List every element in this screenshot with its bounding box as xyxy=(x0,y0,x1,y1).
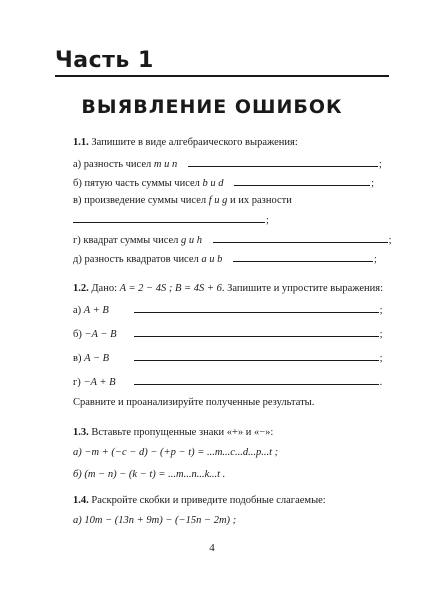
task-1-3-b xyxy=(73,468,225,482)
answer-blank[interactable] xyxy=(134,350,379,361)
task-1-1-b: б) пятую часть суммы чисел b и d ; xyxy=(73,175,374,191)
item-text-tail: и их разности xyxy=(230,195,292,206)
task-1-2-footer: Сравните и проанализируйте полученные результаты. xyxy=(73,397,315,408)
task-1-2-c: в) A − B ; xyxy=(73,350,383,366)
task-1-2-b: б) −A − B ; xyxy=(73,326,383,342)
task-number: 1.1. xyxy=(73,137,89,148)
item-vars: g и h xyxy=(181,235,203,246)
item-vars: a и b xyxy=(201,254,223,265)
task-1-1-heading xyxy=(73,136,298,150)
item-label: а) xyxy=(73,305,82,316)
task-text: Запишите в виде алгебраического выражения: xyxy=(91,137,298,148)
item-label: б) xyxy=(73,329,82,340)
answer-blank[interactable] xyxy=(134,374,379,385)
part-divider xyxy=(55,75,389,77)
task-1-2-a: а) A + B ; xyxy=(73,302,383,318)
item-label: в) xyxy=(73,353,82,364)
task-1-2-heading xyxy=(73,282,383,296)
task-number: 1.4. xyxy=(73,495,89,506)
item-expression: а) 10m − (13n + 9m) − (−15n − 2m) ; xyxy=(73,515,237,526)
answer-blank[interactable] xyxy=(134,302,379,313)
item-vars: b и d xyxy=(202,178,224,189)
part-title: Часть 1 xyxy=(55,48,154,73)
task-1-4-a xyxy=(73,514,236,528)
answer-blank[interactable] xyxy=(234,175,370,186)
item-text: д) разность квадратов чисел xyxy=(73,254,199,265)
section-title: ВЫЯВЛЕНИЕ ОШИБОК xyxy=(81,96,343,118)
task-1-1-d: г) квадрат суммы чисел g и h ; xyxy=(73,232,392,248)
item-text: а) разность чисел xyxy=(73,159,152,170)
item-text: в) произведение суммы чисел xyxy=(73,195,207,206)
item-expr: A + B xyxy=(83,305,109,316)
task-1-1-c xyxy=(73,194,292,208)
task-1-4-heading xyxy=(73,494,326,508)
item-expr: −A + B xyxy=(83,377,116,388)
task-1-1-c-answer: ; xyxy=(73,212,269,228)
item-text: б) пятую часть суммы чисел xyxy=(73,178,200,189)
item-expression: б) (m − n) − (k − t) = ...m...n...k...t . xyxy=(73,469,226,480)
task-number: 1.3. xyxy=(73,427,89,438)
given-expression: A = 2 − 4S ; B = 4S + 6 xyxy=(119,283,222,294)
task-1-1-e: д) разность квадратов чисел a и b ; xyxy=(73,251,377,267)
item-text: г) квадрат суммы чисел xyxy=(73,235,179,246)
item-vars: f и g xyxy=(208,195,228,206)
answer-blank[interactable] xyxy=(233,251,373,262)
task-number: 1.2. xyxy=(73,283,89,294)
page-number: 4 xyxy=(209,542,215,554)
answer-blank[interactable] xyxy=(73,212,265,223)
task-text-after: . Запишите и упростите выражения: xyxy=(221,283,383,294)
item-vars: m и n xyxy=(153,159,178,170)
task-1-3-a xyxy=(73,446,278,460)
task-text: Дано: xyxy=(91,283,117,294)
task-text: Вставьте пропущенные знаки «+» и «−»: xyxy=(91,427,274,438)
item-label: г) xyxy=(73,377,81,388)
item-expr: A − B xyxy=(84,353,110,364)
item-expression: а) −m + (−c − d) − (+p − t) = ...m...c...d...p...t ; xyxy=(73,447,279,458)
task-1-1-a: а) разность чисел m и n ; xyxy=(73,156,382,172)
task-1-2-d: г) −A + B . xyxy=(73,374,382,390)
task-text: Раскройте скобки и приведите подобные слагаемые: xyxy=(91,495,326,506)
answer-blank[interactable] xyxy=(213,232,388,243)
item-expr: −A − B xyxy=(84,329,117,340)
answer-blank[interactable] xyxy=(134,326,379,337)
answer-blank[interactable] xyxy=(188,156,378,167)
task-1-3-heading xyxy=(73,426,273,440)
